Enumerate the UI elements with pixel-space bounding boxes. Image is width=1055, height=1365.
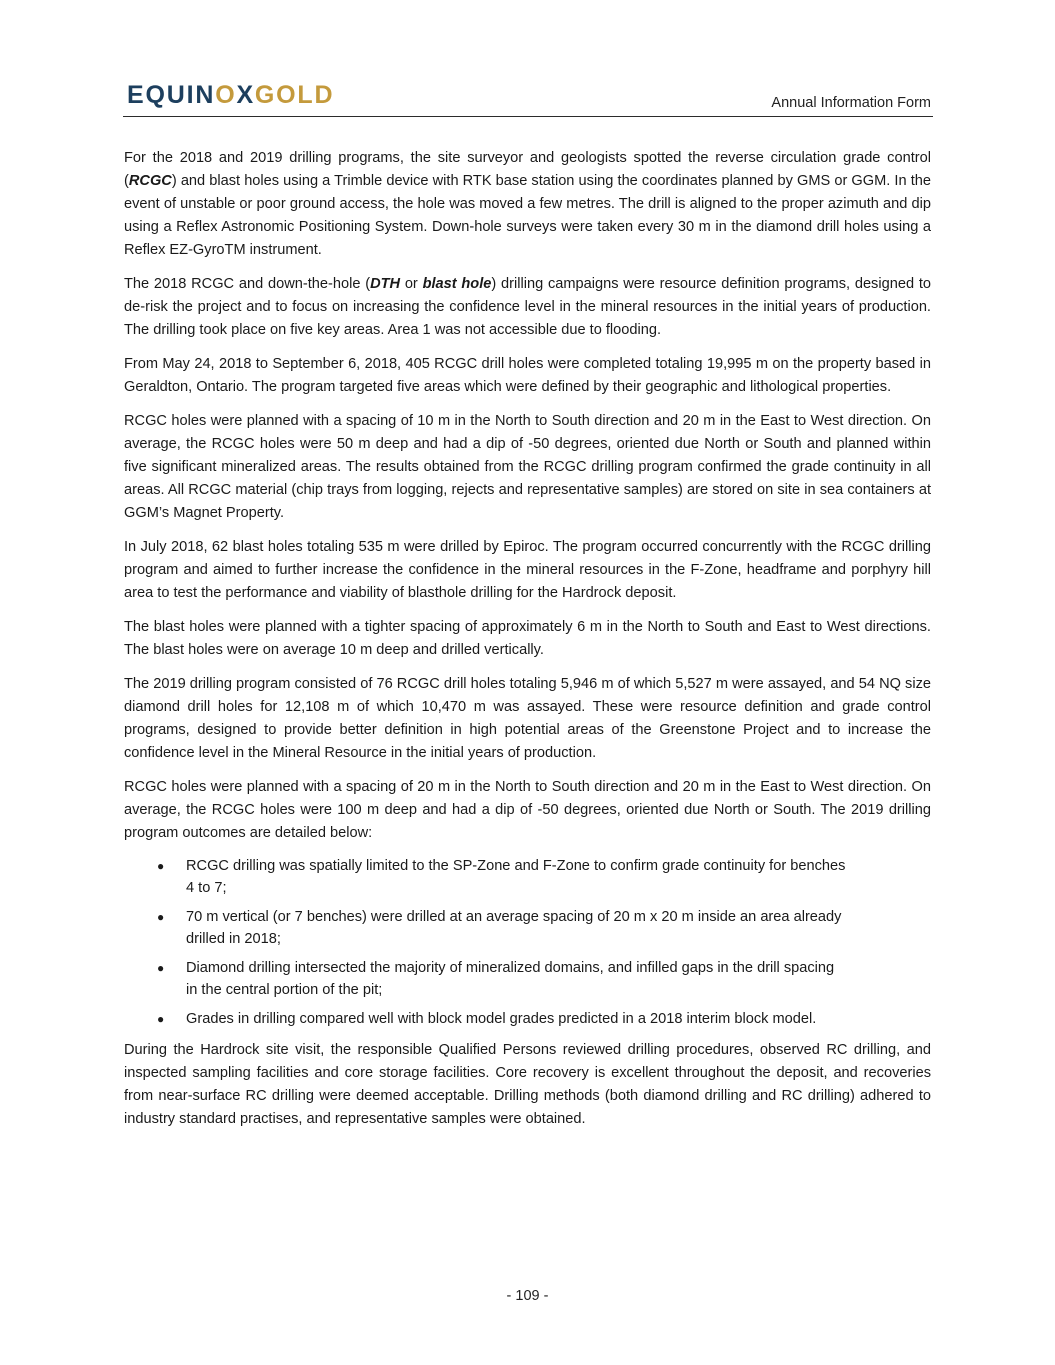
list-item: ● Grades in drilling compared well with block model grades predicted in a 2018 interim block model. (124, 1009, 931, 1031)
outcomes-bullet-list (124, 856, 931, 1031)
list-item: ● 70 m vertical (or 7 benches) were drilled at an average spacing of 20 m x 20 m inside an area already drilled in 2018; (157, 909, 842, 947)
bullet-icon: ● (157, 1012, 165, 1026)
body-text (124, 147, 931, 1142)
term-dth: DTH (370, 276, 401, 292)
term-blast-hole: blast hole (422, 276, 492, 292)
paragraph-7: The 2019 drilling program consisted of 76 RCGC drill holes totaling 5,946 m of which 5,527 m were assayed, and 54 NQ size diamond drill holes for 12,108 m of which 10,470 m was assayed. These were resource definition and grade control programs, designed to provide better definition in high potential areas of the Greenstone Project and to increase the confidence level in the Mineral Resource in the initial years of production. (124, 676, 931, 761)
logo-text-x: X (236, 81, 255, 109)
list-item: ● Diamond drilling intersected the majority of mineralized domains, and infilled gaps in the drill spacing in the central portion of the pit; (157, 960, 835, 998)
page-header (123, 80, 933, 117)
bullet-icon: ● (157, 961, 165, 975)
page-number: - 109 - (506, 1288, 549, 1304)
paragraph-8: RCGC holes were planned with a spacing of 20 m in the North to South direction and 20 m in the East to West direction. On average, the RCGC holes were 100 m deep and had a dip of -50 degrees, oriented due North or South. The 2019 drilling program outcomes are detailed below: (124, 779, 931, 841)
logo-text-equin: EQUIN (127, 81, 216, 109)
logo-text-o: O (215, 81, 237, 109)
term-rcgc: RCGC (128, 173, 172, 189)
bullet-icon: ● (157, 910, 165, 924)
paragraph-6: The blast holes were planned with a tighter spacing of approximately 6 m in the North to South and East to West directions. The blast holes were on average 10 m deep and drilled vertically. (124, 619, 931, 658)
paragraph-2: The 2018 RCGC and down-the-hole (DTH or blast hole) drilling campaigns were resource definition programs, designed to de-risk the project and to focus on increasing the confidence level in the mineral resources in the initial years of production. The drilling took place on five key areas. Area 1 was not accessible due to flooding. (124, 276, 931, 338)
paragraph-1: For the 2018 and 2019 drilling programs, the site surveyor and geologists spotted the reverse circulation grade control (RCGC) and blast holes using a Trimble device with RTK base station using the coordinates planned by GMS or GGM. In the event of unstable or poor ground access, the hole was moved a few metres. The drill is aligned to the proper azimuth and dip using a Reflex Astronomic Positioning System. Down-hole surveys were taken every 30 m in the diamond drill holes using a Reflex EZ-GyroTM instrument. (124, 150, 931, 258)
logo-text-gold: GOLD (254, 81, 335, 109)
paragraph-9: During the Hardrock site visit, the responsible Qualified Persons reviewed drilling procedures, observed RC drilling, and inspected sampling facilities and core storage facilities. Core recovery is excellent throughout the deposit, and recoveries from near-surface RC drilling were deemed acceptable. Drilling methods (both diamond drilling and RC drilling) adhered to industry standard practises, and representative samples were obtained. (124, 1041, 931, 1127)
document-title: Annual Information Form (771, 95, 931, 111)
paragraph-5: In July 2018, 62 blast holes totaling 535 m were drilled by Epiroc. The program occurred concurrently with the RCGC drilling program and aimed to further increase the confidence in the mineral resources in the F-Zone, headframe and porphyry hill area to test the performance and viability of blasthole drilling for the Hardrock deposit. (124, 539, 931, 601)
paragraph-4: RCGC holes were planned with a spacing of 10 m in the North to South direction and 20 m in the East to West direction. On average, the RCGC holes were 50 m deep and had a dip of -50 degrees, oriented due North or South and planned within five significant mineralized areas. The results obtained from the RCGC drilling program confirmed the grade continuity in all areas. All RCGC material (chip trays from logging, rejects and representative samples) are stored on site in sea containers at GGM’s Magnet Property. (124, 413, 931, 521)
list-item: ● RCGC drilling was spatially limited to the SP-Zone and F-Zone to confirm grade continuity for benches 4 to 7; (157, 858, 846, 896)
bullet-icon: ● (157, 859, 165, 873)
company-logo (127, 81, 334, 109)
paragraph-3: From May 24, 2018 to September 6, 2018, 405 RCGC drill holes were completed totaling 19,995 m on the property based in Geraldton, Ontario. The program targeted five areas which were defined by their geographic and lithological properties. (124, 356, 931, 395)
